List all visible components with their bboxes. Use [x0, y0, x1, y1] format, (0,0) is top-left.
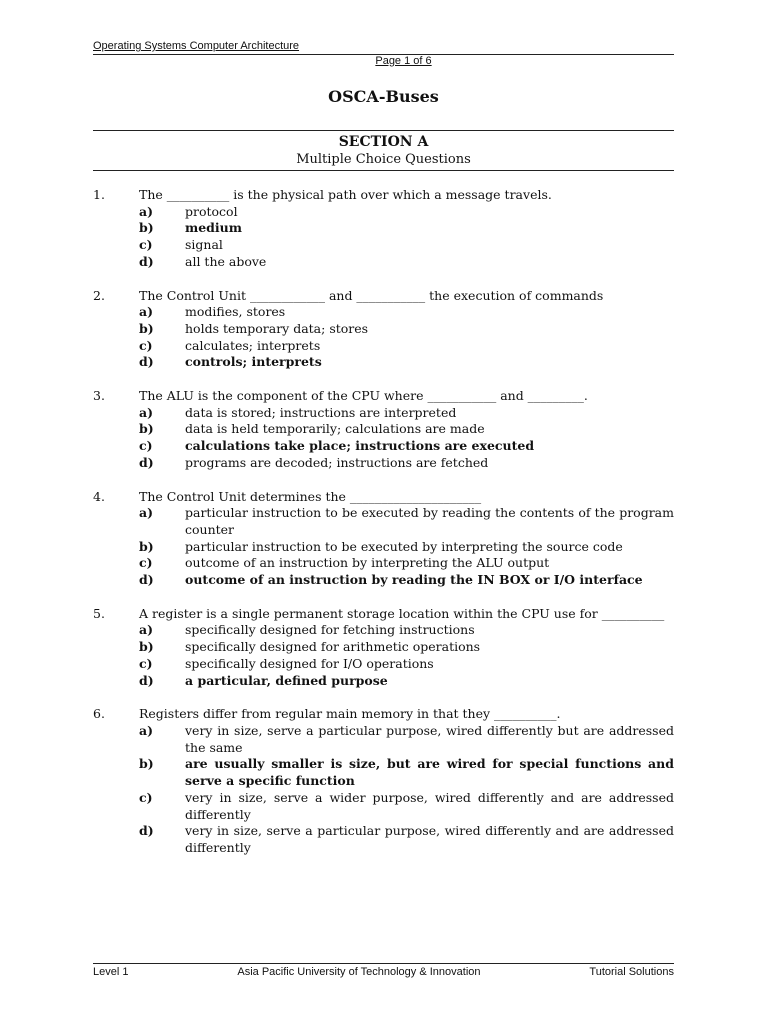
option-label: c)	[139, 555, 153, 571]
answer-option	[93, 338, 674, 355]
option-text: specifically designed for arithmetic operations	[185, 639, 481, 655]
question-stem	[93, 288, 674, 305]
option-label: a)	[139, 304, 154, 320]
question-stem	[93, 187, 674, 204]
option-text: data is held temporarily; calculations are made	[185, 421, 485, 437]
question-number: 1.	[93, 187, 105, 202]
answer-option-correct	[93, 438, 674, 455]
answer-option	[93, 204, 674, 221]
course-title: Operating Systems Computer Architecture	[93, 40, 300, 52]
option-text: very in size, serve a wider purpose, wired differently and are addressed differently	[185, 789, 674, 822]
document-title: OSCA-Buses	[328, 87, 439, 106]
option-label: b)	[139, 639, 154, 655]
answer-option	[93, 555, 674, 572]
question-item	[93, 706, 674, 856]
answer-option	[93, 622, 674, 639]
document-page	[93, 40, 674, 857]
page-header	[93, 40, 674, 68]
option-label: a)	[139, 722, 154, 738]
answer-option-correct	[93, 756, 674, 789]
option-text: programs are decoded; instructions are fetched	[185, 454, 489, 470]
option-label: d)	[139, 672, 154, 688]
answer-option	[93, 254, 674, 271]
option-label: a)	[139, 622, 154, 638]
option-label: c)	[139, 789, 153, 805]
option-label: a)	[139, 203, 154, 219]
option-label: c)	[139, 438, 153, 454]
option-label: d)	[139, 354, 154, 370]
option-label: a)	[139, 404, 154, 420]
footer-doc-type: Tutorial Solutions	[589, 966, 674, 978]
question-item	[93, 187, 674, 271]
answer-option	[93, 304, 674, 321]
answer-option	[93, 321, 674, 338]
answer-option	[93, 405, 674, 422]
answer-option	[93, 505, 674, 538]
option-text: calculations take place; instructions are executed	[185, 438, 535, 454]
option-text: very in size, serve a particular purpose, wired differently but are addressed the same	[185, 722, 674, 755]
option-text: holds temporary data; stores	[185, 320, 369, 336]
option-label: c)	[139, 337, 153, 353]
option-text: outcome of an instruction by interpreting the ALU output	[185, 555, 550, 571]
option-text: a particular, defined purpose	[185, 672, 388, 688]
section-subheading: Multiple Choice Questions	[296, 152, 471, 167]
option-label: c)	[139, 237, 153, 253]
question-number: 2.	[93, 287, 105, 303]
option-text: medium	[185, 220, 242, 236]
answer-option	[93, 237, 674, 254]
question-number: 4.	[93, 488, 105, 504]
answer-option-correct	[93, 673, 674, 690]
option-text: outcome of an instruction by reading the IN BOX or I/O interface	[185, 572, 643, 588]
answer-option	[93, 455, 674, 472]
option-text: modifies, stores	[185, 304, 286, 320]
option-label: d)	[139, 823, 154, 839]
question-text: A register is a single permanent storage location within the CPU use for __________	[139, 605, 665, 621]
question-stem	[93, 388, 674, 405]
question-item	[93, 489, 674, 589]
page-footer	[93, 963, 674, 978]
section-bottom-rule	[93, 170, 674, 171]
option-label: b)	[139, 538, 154, 554]
answer-option-correct	[93, 572, 674, 589]
option-text: protocol	[185, 203, 238, 219]
question-text: The __________ is the physical path over which a message travels.	[139, 187, 552, 202]
question-stem	[93, 706, 674, 723]
option-label: b)	[139, 756, 154, 772]
option-label: a)	[139, 505, 154, 521]
question-item	[93, 606, 674, 690]
answer-option	[93, 790, 674, 823]
answer-option-correct	[93, 354, 674, 371]
option-text: data is stored; instructions are interpreted	[185, 404, 457, 420]
answer-option	[93, 639, 674, 656]
question-text: The ALU is the component of the CPU where ___________ and _________.	[139, 388, 588, 404]
question-text: The Control Unit determines the _____________________	[139, 488, 482, 504]
question-number: 5.	[93, 605, 105, 621]
option-label: b)	[139, 220, 154, 236]
option-label: b)	[139, 421, 154, 437]
question-text: Registers differ from regular main memory in that they __________.	[139, 706, 561, 722]
answer-option	[93, 421, 674, 438]
option-text: are usually smaller is size, but are wired for special functions and serve a specific function	[185, 756, 674, 789]
question-item	[93, 388, 674, 472]
option-label: b)	[139, 320, 154, 336]
question-number: 6.	[93, 706, 105, 722]
option-text: signal	[185, 237, 223, 253]
option-text: particular instruction to be executed by interpreting the source code	[185, 538, 623, 554]
question-stem	[93, 606, 674, 623]
question-number: 3.	[93, 388, 105, 404]
answer-option	[93, 723, 674, 756]
question-item	[93, 288, 674, 372]
question-stem	[93, 489, 674, 506]
question-text: The Control Unit ____________ and ___________ the execution of commands	[139, 287, 604, 303]
answer-option	[93, 539, 674, 556]
section-heading: SECTION A	[338, 134, 429, 150]
option-text: specifically designed for I/O operations	[185, 655, 434, 671]
section-top-rule	[93, 130, 674, 131]
option-text: specifically designed for fetching instructions	[185, 622, 475, 638]
page-number: Page 1 of 6	[375, 55, 432, 67]
option-label: d)	[139, 454, 154, 470]
option-text: calculates; interprets	[185, 337, 321, 353]
option-text: particular instruction to be executed by reading the contents of the program counter	[185, 505, 674, 537]
option-text: very in size, serve a particular purpose, wired differently and are addressed differently	[185, 823, 674, 855]
question-list	[93, 187, 674, 857]
answer-option	[93, 656, 674, 673]
option-label: c)	[139, 655, 153, 671]
option-text: controls; interprets	[185, 354, 322, 370]
option-text: all the above	[185, 253, 267, 269]
footer-level: Level 1	[93, 966, 129, 978]
answer-option	[93, 823, 674, 856]
option-label: d)	[139, 253, 154, 269]
footer-institution: Asia Pacific University of Technology & Innovation	[237, 966, 481, 978]
option-label: d)	[139, 572, 154, 588]
answer-option-correct	[93, 220, 674, 237]
